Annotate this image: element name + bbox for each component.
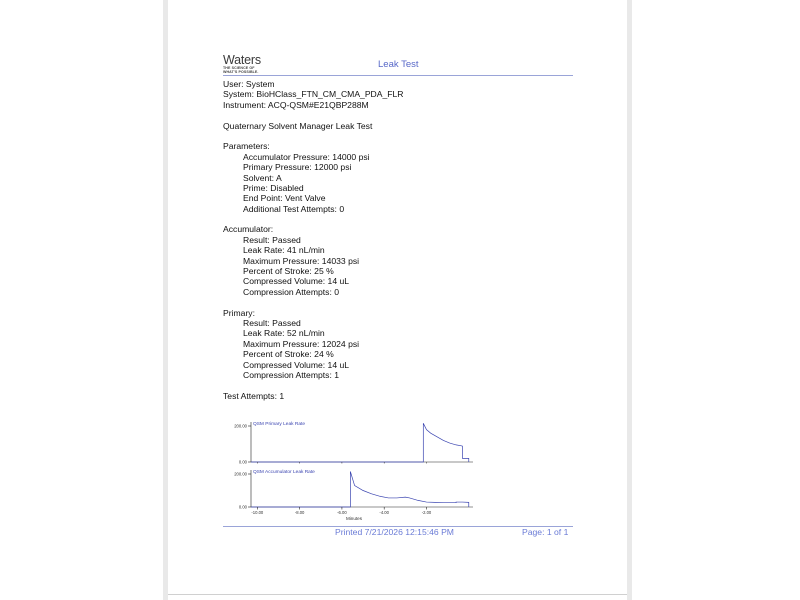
accumulator-item: Percent of Stroke: 25 % (243, 266, 334, 277)
accumulator-item: Leak Rate: 41 nL/min (243, 245, 325, 256)
parameter-item: Accumulator Pressure: 14000 psi (243, 151, 370, 162)
series-line (251, 472, 469, 507)
instrument-line: Instrument: ACQ-QSM#E21QBP288M (223, 99, 369, 110)
x-tick-label: -4.00 (379, 510, 389, 515)
y-tick-label: 0.00 (238, 459, 247, 465)
report-body (223, 79, 404, 401)
chart-title: QSM Accumulator Leak Rate (253, 470, 315, 475)
printed-timestamp: Printed 7/21/2026 12:15:46 PM (335, 527, 454, 537)
series-line (251, 423, 469, 462)
system-line: System: BioHClass_FTN_CM_CMA_PDA_FLR (223, 89, 404, 100)
x-tick-label: -10.00 (251, 510, 264, 515)
logo-wordmark: Waters (223, 53, 261, 67)
leak-rate-charts (223, 414, 483, 526)
viewer-gutter-right (627, 0, 632, 600)
accumulator-item: Compression Attempts: 0 (243, 286, 340, 297)
test-attempts: Test Attempts: 1 (223, 390, 285, 401)
parameters-heading: Parameters: (223, 141, 270, 152)
parameter-item: Additional Test Attempts: 0 (243, 203, 345, 214)
accumulator-heading: Accumulator: (223, 224, 274, 235)
y-tick-label: 0.00 (238, 504, 247, 510)
x-tick-label: -6.00 (337, 510, 347, 515)
primary-item: Percent of Stroke: 24 % (243, 349, 334, 360)
primary-item: Leak Rate: 52 nL/min (243, 328, 325, 339)
chart-title: QSM Primary Leak Rate (253, 422, 305, 427)
parameter-item: Prime: Disabled (243, 182, 304, 193)
report-title: Leak Test (378, 59, 419, 70)
y-tick-label: 200.00 (234, 471, 247, 477)
primary-item: Compressed Volume: 14 uL (243, 359, 350, 370)
user-line: User: System (223, 79, 275, 89)
report-page (168, 0, 627, 595)
test-name: Quaternary Solvent Manager Leak Test (223, 120, 373, 131)
accumulator-item: Compressed Volume: 14 uL (243, 276, 350, 287)
primary-item: Compression Attempts: 1 (243, 369, 340, 380)
page-number: Page: 1 of 1 (522, 527, 569, 537)
y-tick-label: 200.00 (234, 423, 247, 429)
header-divider (223, 75, 573, 76)
x-tick-label: -2.00 (421, 510, 432, 515)
parameter-item: End Point: Vent Valve (243, 193, 326, 204)
accumulator-item: Result: Passed (243, 234, 301, 245)
x-axis-label: Minutes (345, 516, 363, 521)
accumulator-item: Maximum Pressure: 14033 psi (243, 255, 360, 266)
primary-heading: Primary: (223, 307, 255, 318)
parameter-item: Solvent: A (243, 172, 282, 183)
logo-tagline-1: THE SCIENCE OF (223, 66, 255, 70)
primary-item: Maximum Pressure: 12024 psi (243, 338, 360, 349)
logo-tagline-2: WHAT'S POSSIBLE. (223, 70, 259, 74)
primary-item: Result: Passed (243, 317, 301, 328)
waters-logo (223, 54, 283, 74)
parameter-item: Primary Pressure: 12000 psi (243, 162, 352, 173)
x-tick-label: -8.00 (294, 510, 305, 515)
